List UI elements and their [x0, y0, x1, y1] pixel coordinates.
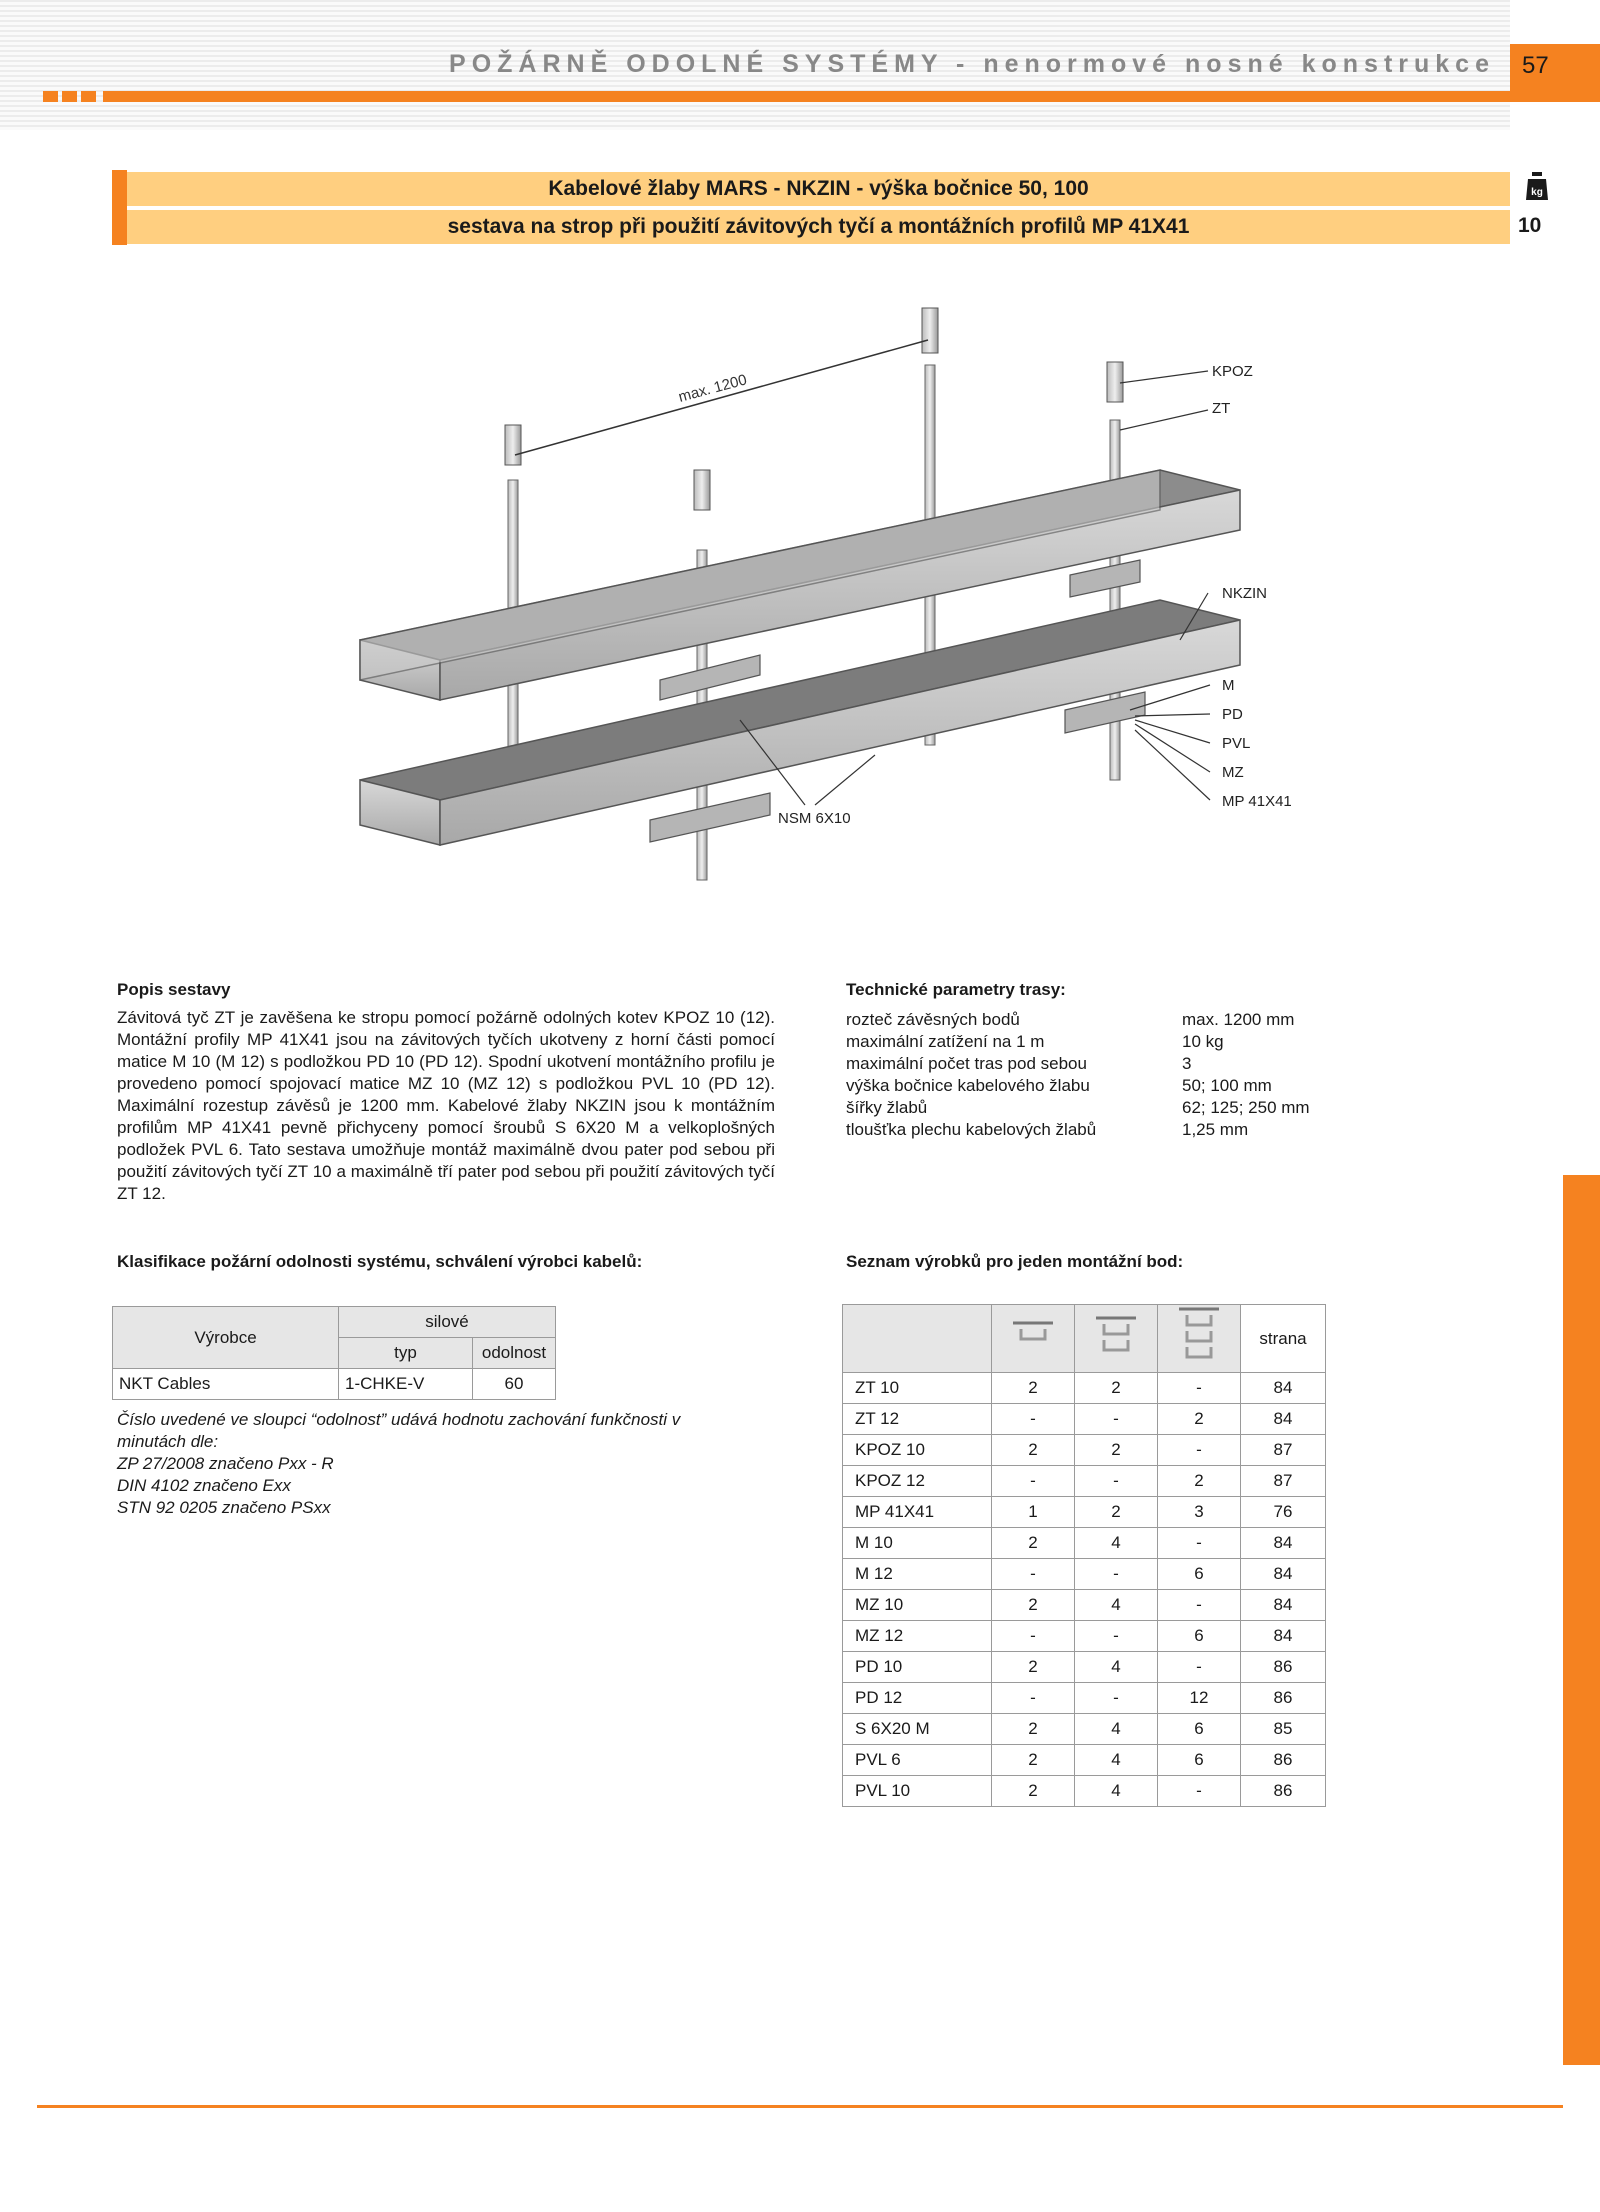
- anchor-kpoz: [505, 308, 1123, 510]
- param-value: 10 kg: [1182, 1032, 1224, 1051]
- manufacturer-cell: NKT Cables: [113, 1369, 339, 1400]
- table-row: PD 12 - - 12 86: [843, 1683, 1326, 1714]
- header-marker: [62, 91, 77, 102]
- weight-icon-label: kg: [1531, 187, 1543, 198]
- col-group: silové: [339, 1307, 556, 1338]
- table-row: PVL 10 2 4 - 86: [843, 1776, 1326, 1807]
- param-label: výška bočnice kabelového žlabu: [846, 1076, 1090, 1095]
- type-cell: 1-CHKE-V: [339, 1369, 473, 1400]
- param-value: 50; 100 mm: [1182, 1076, 1272, 1095]
- param-label: maximální počet tras pod sebou: [846, 1054, 1087, 1073]
- classification-table: [112, 1306, 556, 1400]
- param-label: maximální zatížení na 1 m: [846, 1032, 1045, 1051]
- page-header-title: POŽÁRNĚ ODOLNÉ SYSTÉMY - nenormové nosné konstrukce: [449, 50, 1495, 78]
- table-row: PD 10 2 4 - 86: [843, 1652, 1326, 1683]
- col-manufacturer: Výrobce: [113, 1307, 339, 1369]
- label-nsm: NSM 6X10: [778, 810, 851, 827]
- parts-header-blank: [843, 1305, 992, 1373]
- resistance-cell: 60: [473, 1369, 556, 1400]
- table-row: MZ 12 - - 6 84: [843, 1621, 1326, 1652]
- note-line: DIN 4102 značeno Exx: [117, 1476, 291, 1495]
- dimension-line: [515, 340, 928, 455]
- label-mz: MZ: [1222, 764, 1244, 781]
- header-rule: [103, 91, 1510, 102]
- section-subtitle: sestava na strop při použití závitových tyčí a montážních profilů MP 41X41: [127, 210, 1510, 244]
- label-mp41x41: MP 41X41: [1222, 793, 1292, 810]
- param-value: 3: [1182, 1054, 1192, 1073]
- section-title: Kabelové žlaby MARS - NKZIN - výška bočnice 50, 100: [127, 172, 1510, 206]
- weight-icon: [1526, 172, 1548, 200]
- col-resistance: odolnost: [473, 1338, 556, 1369]
- dimension-label: max. 1200: [676, 371, 749, 406]
- note-line: ZP 27/2008 značeno Pxx - R: [117, 1454, 334, 1473]
- table-row: M 10 2 4 - 84: [843, 1528, 1326, 1559]
- label-nkzin: NKZIN: [1222, 585, 1267, 602]
- table-row: ZT 12 - - 2 84: [843, 1404, 1326, 1435]
- section-accent: [112, 170, 127, 245]
- table-row: PVL 6 2 4 6 86: [843, 1745, 1326, 1776]
- label-zt: ZT: [1212, 400, 1231, 417]
- param-value: 62; 125; 250 mm: [1182, 1098, 1310, 1117]
- description-text: Závitová tyč ZT je zavěšena ke stropu pomocí požárně odolných kotev KPOZ 10 (12). Montážní profily MP 41X41 jsou na závitových tyčích ukotveny z horní části pomocí matice M 10 (M 12) s podložkou PD 10 (PD 12). Spodní ukotvení montážního profilu je provedeno pomocí spojovací matice MZ 10 (MZ 12) s podložkou PVL 10 (PD 12). Maximální rozestup závěsů je 1200 mm. Kabelové žlaby NKZIN jsou k montážním profilům MP 41X41 pevně přichyceny pomocí šroubů S 6X20 M a velkoplošných podložek PVL 6. Tato sestava umožňuje montáž maximálně dvou pater pod sebou při použití závitových tyčí ZT 10 a maximálně tří pater pod sebou při použití závitových tyčí ZT 12.: [117, 1008, 775, 1203]
- note-line: minutách dle:: [117, 1432, 219, 1451]
- assembly-diagram: [340, 300, 1320, 900]
- two-tier-icon: [1075, 1305, 1158, 1373]
- parts-table: [842, 1304, 1326, 1807]
- parts-heading: Seznam výrobků pro jeden montážní bod:: [846, 1252, 1184, 1271]
- note-line: Číslo uvedené ve sloupci “odolnost” udává hodnotu zachování funkčnosti v: [117, 1410, 681, 1429]
- table-row: KPOZ 12 - - 2 87: [843, 1466, 1326, 1497]
- param-label: šířky žlabů: [846, 1098, 928, 1117]
- one-tier-icon: [992, 1305, 1075, 1373]
- col-page: strana: [1241, 1305, 1326, 1373]
- note-line: STN 92 0205 značeno PSxx: [117, 1498, 331, 1517]
- classification-note: [117, 1409, 797, 1519]
- page-number: 57: [1522, 52, 1549, 79]
- description-heading: Popis sestavy: [117, 980, 231, 999]
- param-value: max. 1200 mm: [1182, 1010, 1295, 1029]
- table-row: MP 41X41 1 2 3 76: [843, 1497, 1326, 1528]
- label-pvl: PVL: [1222, 735, 1251, 752]
- param-label: tloušťka plechu kabelových žlabů: [846, 1120, 1097, 1139]
- weight-value: 10: [1518, 214, 1542, 237]
- col-type: typ: [339, 1338, 473, 1369]
- table-row: ZT 10 2 2 - 84: [843, 1373, 1326, 1404]
- classification-heading: Klasifikace požární odolnosti systému, schválení výrobci kabelů:: [117, 1252, 643, 1271]
- table-row: KPOZ 10 2 2 - 87: [843, 1435, 1326, 1466]
- three-tier-icon: [1158, 1305, 1241, 1373]
- table-row: M 12 - - 6 84: [843, 1559, 1326, 1590]
- param-value: 1,25 mm: [1182, 1120, 1249, 1139]
- header-marker: [81, 91, 96, 102]
- label-pd: PD: [1222, 706, 1243, 723]
- label-m: M: [1222, 677, 1235, 694]
- param-label: rozteč závěsných bodů: [846, 1010, 1020, 1029]
- parameters-heading: Technické parametry trasy:: [846, 980, 1066, 999]
- side-accent-bar: [1563, 1175, 1600, 2065]
- header-marker: [43, 91, 58, 102]
- table-row: S 6X20 M 2 4 6 85: [843, 1714, 1326, 1745]
- label-kpoz: KPOZ: [1212, 363, 1253, 380]
- table-row: MZ 10 2 4 - 84: [843, 1590, 1326, 1621]
- footer-rule: [37, 2105, 1563, 2108]
